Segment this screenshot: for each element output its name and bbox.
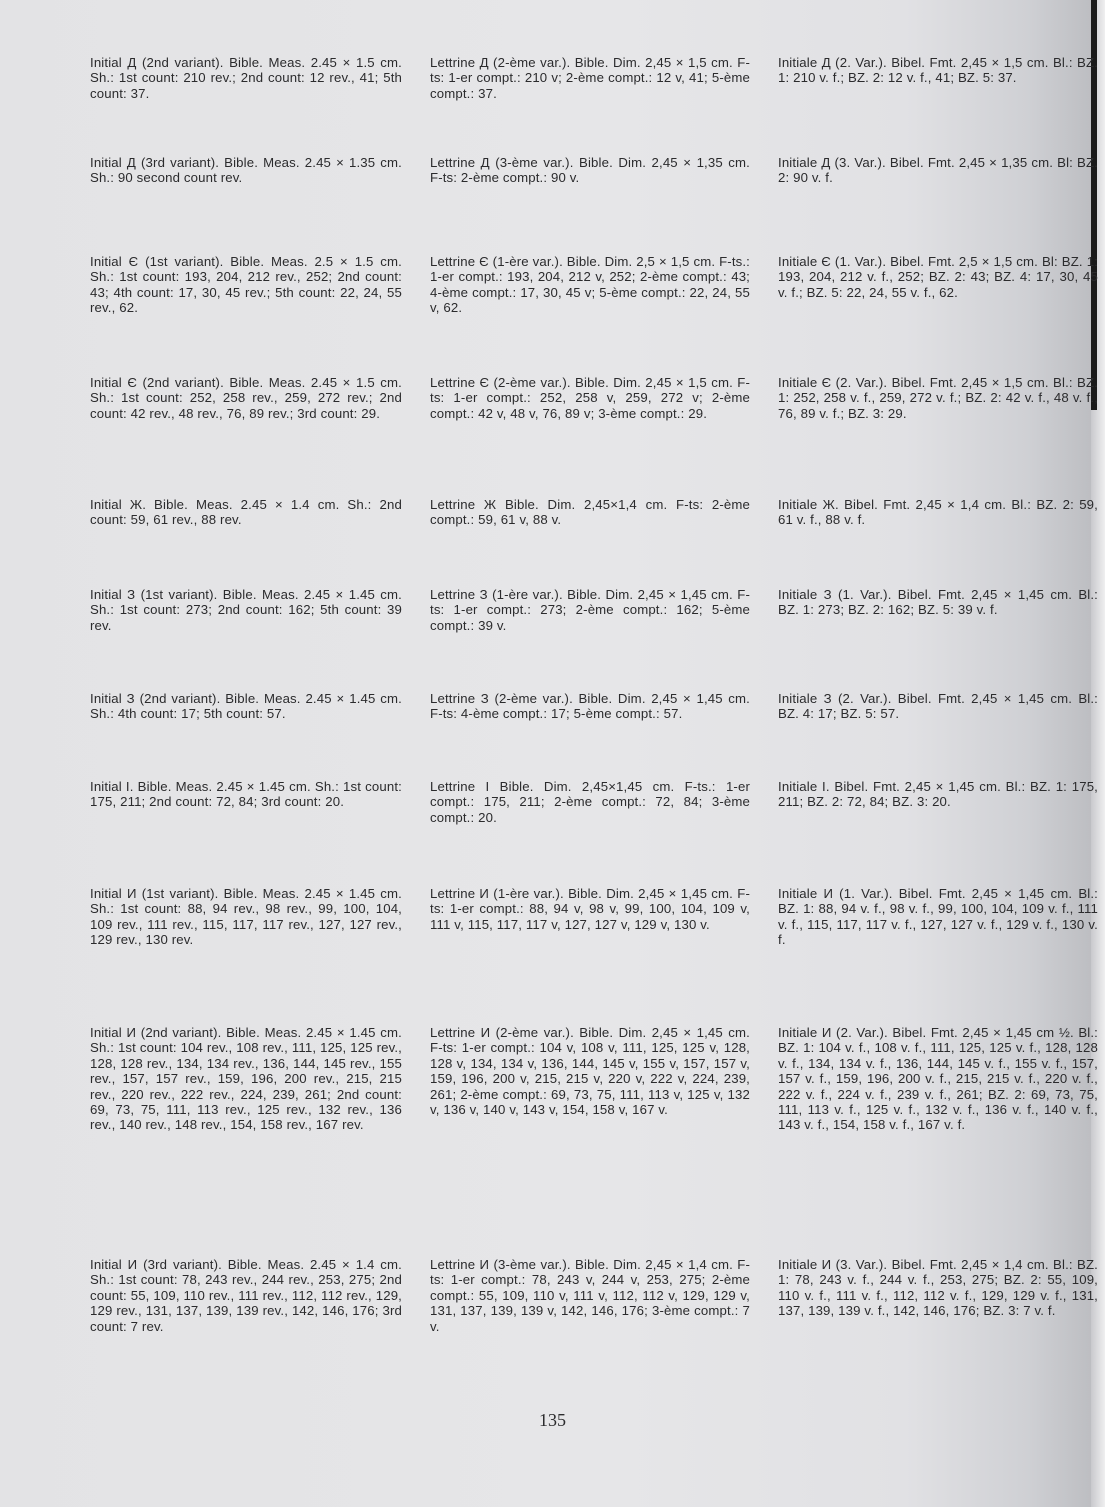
entry-german: Initiale И (3. Var.). Bibel. Fmt. 2,45 × 1,4 cm. Bl.: BZ. 1: 78, 243 v. f., 244 v. f., 253, 275; BZ. 2: 55, 109, 110 v. f., 111 v. f., 112, 112 v. f., 129, 129 v. f., 131, 137, 139, 139 v. f., 142, 146, 176; BZ. 3: 7 v. f. xyxy=(778,1257,1098,1319)
entry-english: Initial З (2nd variant). Bible. Meas. 2.45 × 1.45 cm. Sh.: 4th count: 17; 5th count: 57. xyxy=(90,691,402,722)
entry-german: Initiale Ж. Bibel. Fmt. 2,45 × 1,4 cm. Bl.: BZ. 2: 59, 61 v. f., 88 v. f. xyxy=(778,497,1098,528)
entry-french: Lettrine Д (3-ème var.). Bible. Dim. 2,45 × 1,35 cm. F-ts: 2-ème compt.: 90 v. xyxy=(430,155,750,186)
entry-german: Initiale Д (2. Var.). Bibel. Fmt. 2,45 × 1,5 cm. Bl.: BZ. 1: 210 v. f.; BZ. 2: 12 v. f., 41; BZ. 5: 37. xyxy=(778,55,1098,86)
entry-german: Initiale I. Bibel. Fmt. 2,45 × 1,45 cm. Bl.: BZ. 1: 175, 211; BZ. 2: 72, 84; BZ. 3: 20. xyxy=(778,779,1098,810)
entry-german: Initiale З (1. Var.). Bibel. Fmt. 2,45 × 1,45 cm. Bl.: BZ. 1: 273; BZ. 2: 162; BZ. 5: 39 v. f. xyxy=(778,587,1098,618)
entry-german: Initiale Є (2. Var.). Bibel. Fmt. 2,45 × 1,5 cm. Bl.: BZ. 1: 252, 258 v. f., 259, 272 v. f.; BZ. 2: 42 v. f., 48 v. f., 76, 89 v. f.; BZ. 3: 29. xyxy=(778,375,1098,421)
entry-german: Initiale Є (1. Var.). Bibel. Fmt. 2,5 × 1,5 cm. Bl: BZ. 1: 193, 204, 212 v. f., 252; BZ. 2: 43; BZ. 4: 17, 30, 45 v. f.; BZ. 5: 22, 24, 55 v. f., 62. xyxy=(778,254,1098,300)
entry-french: Lettrine И (2-ème var.). Bible. Dim. 2,45 × 1,45 cm. F-ts: 1-er compt.: 104 v, 108 v, 111, 125, 125 v, 128, 128 v, 134, 134 v, 136, 144, 145 v, 155 v, 157, 157 v, 159, 196, 200 v, 215, 215 v, 220 v, 222 v, 224, 239, 261; 2-ème compt.: 69, 73, 75, 111, 113 v, 125 v, 132 v, 136 v, 140 v, 143 v, 154, 158 v, 167 v. xyxy=(430,1025,750,1118)
entry-english: Initial И (3rd variant). Bible. Meas. 2.45 × 1.4 cm. Sh.: 1st count: 78, 243 rev., 244 rev., 253, 275; 2nd count: 55, 109, 110 rev., 111 rev., 112, 112 rev., 129, 129 rev., 131, 137, 139, 139 rev., 142, 146, 176; 3rd count: 7 rev. xyxy=(90,1257,402,1334)
entry-german: Initiale З (2. Var.). Bibel. Fmt. 2,45 × 1,45 cm. Bl.: BZ. 4: 17; BZ. 5: 57. xyxy=(778,691,1098,722)
entry-french: Lettrine Є (2-ème var.). Bible. Dim. 2,45 × 1,5 cm. F-ts: 1-er compt.: 252, 258 v, 259, 272 v; 2-ème compt.: 42 v, 48 v, 76, 89 v; 3-ème compt.: 29. xyxy=(430,375,750,421)
entry-french: Lettrine Є (1-ère var.). Bible. Dim. 2,5 × 1,5 cm. F-ts.: 1-er compt.: 193, 204, 212 v, 252; 2-ème compt.: 43; 4-ème compt.: 17, 30, 45 v; 5-ème compt.: 22, 24, 55 v, 62. xyxy=(430,254,750,316)
entry-english: Initial Є (1st variant). Bible. Meas. 2.5 × 1.5 cm. Sh.: 1st count: 193, 204, 212 rev., 252; 2nd count: 43; 4th count: 17, 30, 45 rev.; 5th count: 22, 24, 55 rev., 62. xyxy=(90,254,402,316)
entry-french: Lettrine З (2-ème var.). Bible. Dim. 2,45 × 1,45 cm. F-ts: 4-ème compt.: 17; 5-ème compt.: 57. xyxy=(430,691,750,722)
catalog-entries-grid xyxy=(90,55,1098,1334)
entry-german: Initiale И (2. Var.). Bibel. Fmt. 2,45 × 1,45 cm ½. Bl.: BZ. 1: 104 v. f., 108 v. f., 111, 125, 125 v. f., 128, 128 v. f., 134, 134 v. f., 136, 144, 145 v. f., 155 v. f., 157, 157 v. f., 159, 196, 200 v. f., 215, 215 v. f., 220 v. f., 222 v. f., 224 v. f., 239 v. f., 261; BZ. 2: 69, 73, 75, 111, 113 v. f., 125 v. f., 132 v. f., 136 v. f., 140 v. f., 143 v. f., 154, 158 v. f., 167 v. f. xyxy=(778,1025,1098,1133)
entry-english: Initial Ж. Bible. Meas. 2.45 × 1.4 cm. Sh.: 2nd count: 59, 61 rev., 88 rev. xyxy=(90,497,402,528)
entry-english: Initial И (2nd variant). Bible. Meas. 2.45 × 1.45 cm. Sh.: 1st count: 104 rev., 108 rev., 111, 125, 125 rev., 128, 128 rev., 134, 134 rev., 136, 144, 145 rev., 155 rev., 157, 157 rev., 159, 196, 200 rev., 215, 215 rev., 220 rev., 222 rev., 224, 239, 261; 2nd count: 69, 73, 75, 111, 113 rev., 125 rev., 132 rev., 136 rev., 140 rev., 148 rev., 154, 158 rev., 167 rev. xyxy=(90,1025,402,1133)
entry-english: Initial Д (3rd variant). Bible. Meas. 2.45 × 1.35 cm. Sh.: 90 second count rev. xyxy=(90,155,402,186)
page-number: 135 xyxy=(539,1410,566,1430)
entry-german: Initiale И (1. Var.). Bibel. Fmt. 2,45 × 1,45 cm. Bl.: BZ. 1: 88, 94 v. f., 98 v. f., 99, 100, 104, 109 v. f., 111 v. f., 115, 117, 117 v. f., 127, 127 v. f., 129 v. f., 130 v. f. xyxy=(778,886,1098,948)
entry-french: Lettrine I Bible. Dim. 2,45×1,45 cm. F-ts.: 1-er compt.: 175, 211; 2-ème compt.: 72, 84; 3-ème compt.: 20. xyxy=(430,779,750,825)
entry-english: Initial З (1st variant). Bible. Meas. 2.45 × 1.45 cm. Sh.: 1st count: 273; 2nd count: 162; 5th count: 39 rev. xyxy=(90,587,402,633)
entry-french: Lettrine Ж Bible. Dim. 2,45×1,4 cm. F-ts: 2-ème compt.: 59, 61 v, 88 v. xyxy=(430,497,750,528)
entry-french: Lettrine И (3-ème var.). Bible. Dim. 2,45 × 1,4 cm. F-ts: 1-er compt.: 78, 243 v, 244 v, 253, 275; 2-ème compt.: 55, 109, 110 v, 111 v, 112, 112 v, 129, 129 v, 131, 137, 139, 139 v, 142, 146, 176; 3-ème compt.: 7 v. xyxy=(430,1257,750,1334)
entry-english: Initial I. Bible. Meas. 2.45 × 1.45 cm. Sh.: 1st count: 175, 211; 2nd count: 72, 84; 3rd count: 20. xyxy=(90,779,402,810)
entry-french: Lettrine З (1-ère var.). Bible. Dim. 2,45 × 1,45 cm. F-ts: 1-er compt.: 273; 2-ème compt.: 162; 5-ème compt.: 39 v. xyxy=(430,587,750,633)
entry-english: Initial И (1st variant). Bible. Meas. 2.45 × 1.45 cm. Sh.: 1st count: 88, 94 rev., 98 rev., 99, 100, 104, 109 rev., 111 rev., 115, 117, 117 rev., 127, 127 rev., 129 rev., 130 rev. xyxy=(90,886,402,948)
entry-english: Initial Є (2nd variant). Bible. Meas. 2.45 × 1.5 cm. Sh.: 1st count: 252, 258 rev., 259, 272 rev.; 2nd count: 42 rev., 48 rev., 76, 89 rev.; 3rd count: 29. xyxy=(90,375,402,421)
entry-french: Lettrine И (1-ère var.). Bible. Dim. 2,45 × 1,45 cm. F-ts: 1-er compt.: 88, 94 v, 98 v, 99, 100, 104, 109 v, 111 v, 115, 117, 117 v, 127, 127 v, 129 v, 130 v. xyxy=(430,886,750,932)
entry-english: Initial Д (2nd variant). Bible. Meas. 2.45 × 1.5 cm. Sh.: 1st count: 210 rev.; 2nd count: 12 rev., 41; 5th count: 37. xyxy=(90,55,402,101)
entry-german: Initiale Д (3. Var.). Bibel. Fmt. 2,45 × 1,35 cm. Bl: BZ. 2: 90 v. f. xyxy=(778,155,1098,186)
entry-french: Lettrine Д (2-ème var.). Bible. Dim. 2,45 × 1,5 cm. F-ts: 1-er compt.: 210 v; 2-ème compt.: 12 v, 41; 5-ème compt.: 37. xyxy=(430,55,750,101)
